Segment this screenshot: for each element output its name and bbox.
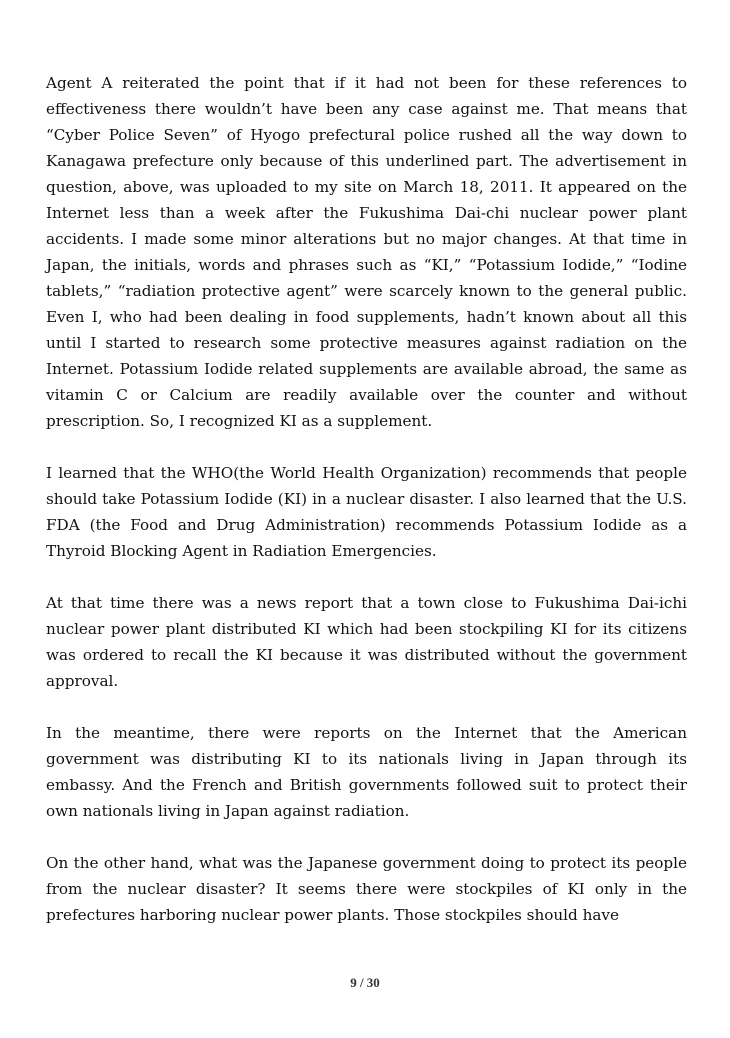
- paragraph: I learned that the WHO(the World Health Organization) recommends that people should take Potassium Iodide (KI) in a nuclear disaster. I also learned that the U.S. FDA (the Food and Drug Administration) recommends Potassium Iodide as a Thyroid Blocking Agent in Radiation Emergencies.: [46, 464, 687, 560]
- paragraph: At that time there was a news report that a town close to Fukushima Dai-ichi nuclear power plant distributed KI which had been stockpiling KI for its citizens was ordered to recall the KI because it was distributed without the government approval.: [46, 594, 687, 690]
- page-number: 9 / 30: [350, 975, 380, 990]
- document-body: [46, 70, 687, 928]
- paragraph: On the other hand, what was the Japanese government doing to protect its people from the nuclear disaster? It seems there were stockpiles of KI only in the prefectures harboring nuclear power plants. Those stockpiles should have: [46, 854, 687, 924]
- paragraph: Agent A reiterated the point that if it had not been for these references to effectiveness there wouldn’t have been any case against me. That means that “Cyber Police Seven” of Hyogo prefectural police rushed all the way down to Kanagawa prefecture only because of this underlined part. The advertisement in question, above, was uploaded to my site on March 18, 2011. It appeared on the Internet less than a week after the Fukushima Dai-chi nuclear power plant accidents. I made some minor alterations but no major changes. At that time in Japan, the initials, words and phrases such as “KI,” “Potassium Iodide,” “Iodine tablets,” “radiation protective agent” were scarcely known to the general public. Even I, who had been dealing in food supplements, hadn’t known about all this until I started to research some protective measures against radiation on the Internet. Potassium Iodide related supplements are available abroad, the same as vitamin C or Calcium are readily available over the counter and without prescription. So, I recognized KI as a supplement.: [46, 74, 687, 430]
- paragraph: In the meantime, there were reports on the Internet that the American government was distributing KI to its nationals living in Japan through its embassy. And the French and British governments followed suit to protect their own nationals living in Japan against radiation.: [46, 724, 687, 820]
